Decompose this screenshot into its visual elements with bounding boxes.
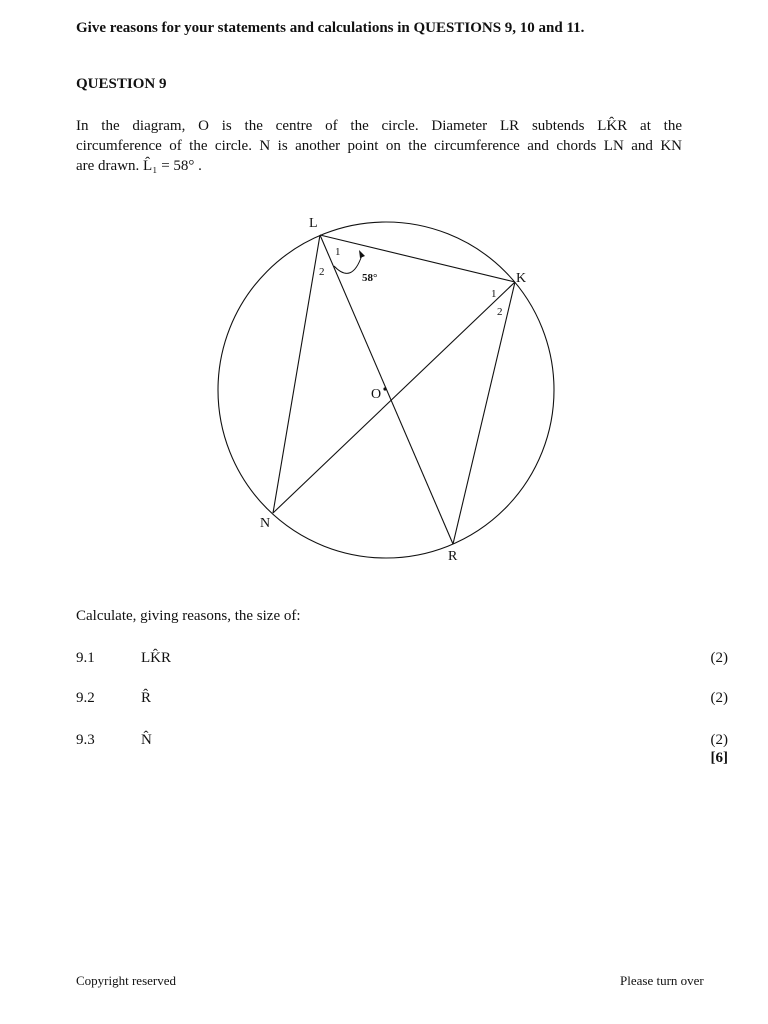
marks: (2) [710, 732, 728, 748]
marks: (2) [710, 650, 728, 666]
point-label-n: N [260, 516, 271, 531]
given-angle-label: 58° [362, 272, 378, 284]
point-label-r: R [448, 549, 458, 564]
sub-question [76, 732, 728, 752]
centre-dot [383, 387, 386, 390]
chord-kr [453, 282, 515, 544]
point-label-o: O [371, 387, 382, 402]
angle-label-k1: 1 [491, 288, 497, 300]
instructions: Give reasons for your statements and calculations in QUESTIONS 9, 10 and 11. [76, 20, 585, 36]
question-title: QUESTION 9 [76, 76, 167, 92]
angle-label-l2: 2 [319, 266, 325, 278]
circle-diagram [200, 208, 580, 564]
question-intro [76, 116, 682, 176]
angle-arrowhead [359, 250, 365, 258]
chord-kn [273, 282, 515, 513]
footer-turn-over: Please turn over [620, 973, 704, 988]
sub-question [76, 690, 728, 710]
angle-label-k2: 2 [497, 306, 503, 318]
point-label-l: L [309, 216, 318, 231]
sub-question-label: LK̂R [141, 650, 171, 666]
intro-line: circumference of the circle. N is another point on the circumference and chords LN and KN [76, 138, 682, 154]
point-label-k: K [516, 271, 527, 286]
sub-question [76, 650, 728, 670]
footer-copyright: Copyright reserved [76, 973, 177, 988]
sub-question-number: 9.2 [76, 690, 95, 706]
intro-line: are drawn. L̂₁ = 58° . [76, 158, 202, 174]
sub-question-number: 9.3 [76, 732, 95, 748]
chord-ln [273, 235, 320, 513]
sub-question-number: 9.1 [76, 650, 95, 666]
total-marks: [6] [710, 750, 728, 766]
sub-question-label: R̂ [141, 690, 152, 706]
intro-line: In the diagram, O is the centre of the circle. Diameter LR subtends LK̂R at the [76, 118, 682, 134]
sub-question-label: N̂ [141, 732, 152, 748]
chord-lk [320, 235, 515, 282]
marks: (2) [710, 690, 728, 706]
calc-instruction: Calculate, giving reasons, the size of: [76, 608, 301, 624]
angle-label-l1: 1 [335, 246, 341, 258]
